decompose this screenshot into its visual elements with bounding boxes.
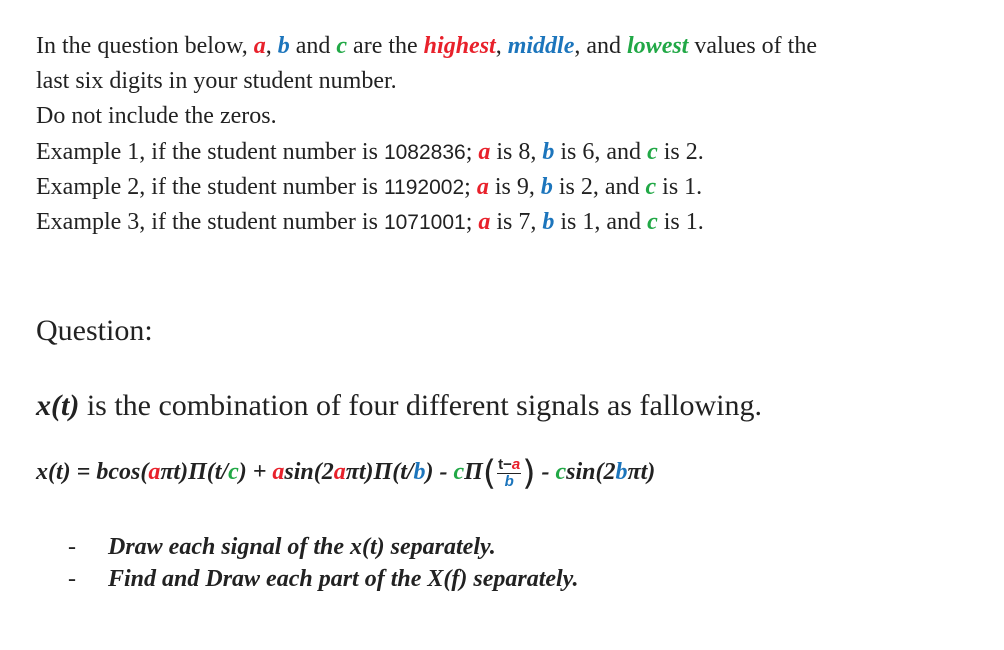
var-b: b [542,139,555,165]
var-a: a [478,139,491,165]
eq-part: πt)Π(t/ [345,459,414,485]
dash-bullet: - [68,534,76,560]
intro-text: In the question below, [36,33,254,59]
signal-name: x(t) [36,389,80,422]
fraction-denominator: b [504,472,514,490]
left-paren: ( [482,453,497,494]
var-a: a [272,459,285,485]
var-a: a [476,174,489,200]
eq-part: πt) [627,459,656,485]
fraction-numerator [497,457,521,474]
example-text: ; [464,174,477,200]
eq-part: x(t) = [36,459,97,485]
var-b: b [540,174,553,200]
eq-part: sin(2 [284,459,334,485]
right-paren: ) [522,453,536,494]
var-c: c [645,174,657,200]
example-text: ; [465,209,479,235]
signal-equation [36,452,655,493]
task-text: Draw each signal of the x(t) separately. [108,534,496,560]
fraction [497,457,521,490]
eq-part: - [535,459,556,485]
intro-text: , and [574,33,628,59]
var-a: a [478,209,491,235]
example-text: Example 3, if the student number is [36,209,384,235]
var-c: c [336,33,348,59]
eq-part: bcos( [96,459,149,485]
var-a: a [333,459,346,485]
middle-label: middle [507,33,575,59]
example-text: is 2, and [552,174,646,200]
example-2 [36,173,702,202]
intro-line-2: last six digits in your student number. [36,68,397,94]
var-c: c [647,139,658,165]
definition-text: is the combination of four different signals as fallowing. [79,389,762,422]
var-c: c [647,209,658,235]
example-text: Example 2, if the student number is [36,174,384,200]
intro-line-1 [36,32,817,60]
var-c: c [555,459,567,485]
eq-part: ) - [425,459,454,485]
var-a: a [148,459,161,485]
example-3 [36,208,704,237]
var-b: b [277,33,290,59]
task-item [68,532,496,562]
intro-text: are the [347,33,424,59]
highest-label: highest [423,33,496,59]
eq-part: ) + [238,459,273,485]
example-text: Example 1, if the student number is [36,139,384,165]
example-text: is 1. [657,209,704,235]
eq-part: πt)Π(t/ [160,459,229,485]
var-c: c [453,459,465,485]
intro-text: values of the [688,33,817,59]
question-heading: Question: [36,314,153,347]
student-number: 1071001 [383,211,466,234]
signal-definition [36,388,762,424]
var-c: c [228,459,239,485]
example-text: ; [465,139,479,165]
eq-part: t− [498,455,512,473]
var-b: b [413,459,426,485]
task-item [68,564,578,594]
intro-text: , [495,33,508,59]
rect-symbol: Π [464,459,483,485]
example-text: is 9, [488,174,541,200]
example-text: is 2. [657,139,704,165]
dash-bullet: - [68,566,76,592]
example-text: is 1, and [554,209,648,235]
student-number: 1082836 [383,141,466,164]
intro-text: , [265,33,278,59]
eq-part: sin(2 [566,459,616,485]
intro-text: and [289,33,337,59]
lowest-label: lowest [627,33,689,59]
example-text: is 1. [656,174,703,200]
var-a: a [511,455,521,473]
example-text: is 6, and [554,139,648,165]
student-number: 1192002 [383,176,465,199]
intro-line-3: Do not include the zeros. [36,103,277,129]
task-text: Find and Draw each part of the X(f) separately. [108,566,579,592]
var-b: b [542,209,555,235]
example-text: is 7, [490,209,543,235]
var-b: b [615,459,628,485]
example-text: is 8, [490,139,543,165]
var-a: a [253,33,266,59]
example-1 [36,138,704,167]
